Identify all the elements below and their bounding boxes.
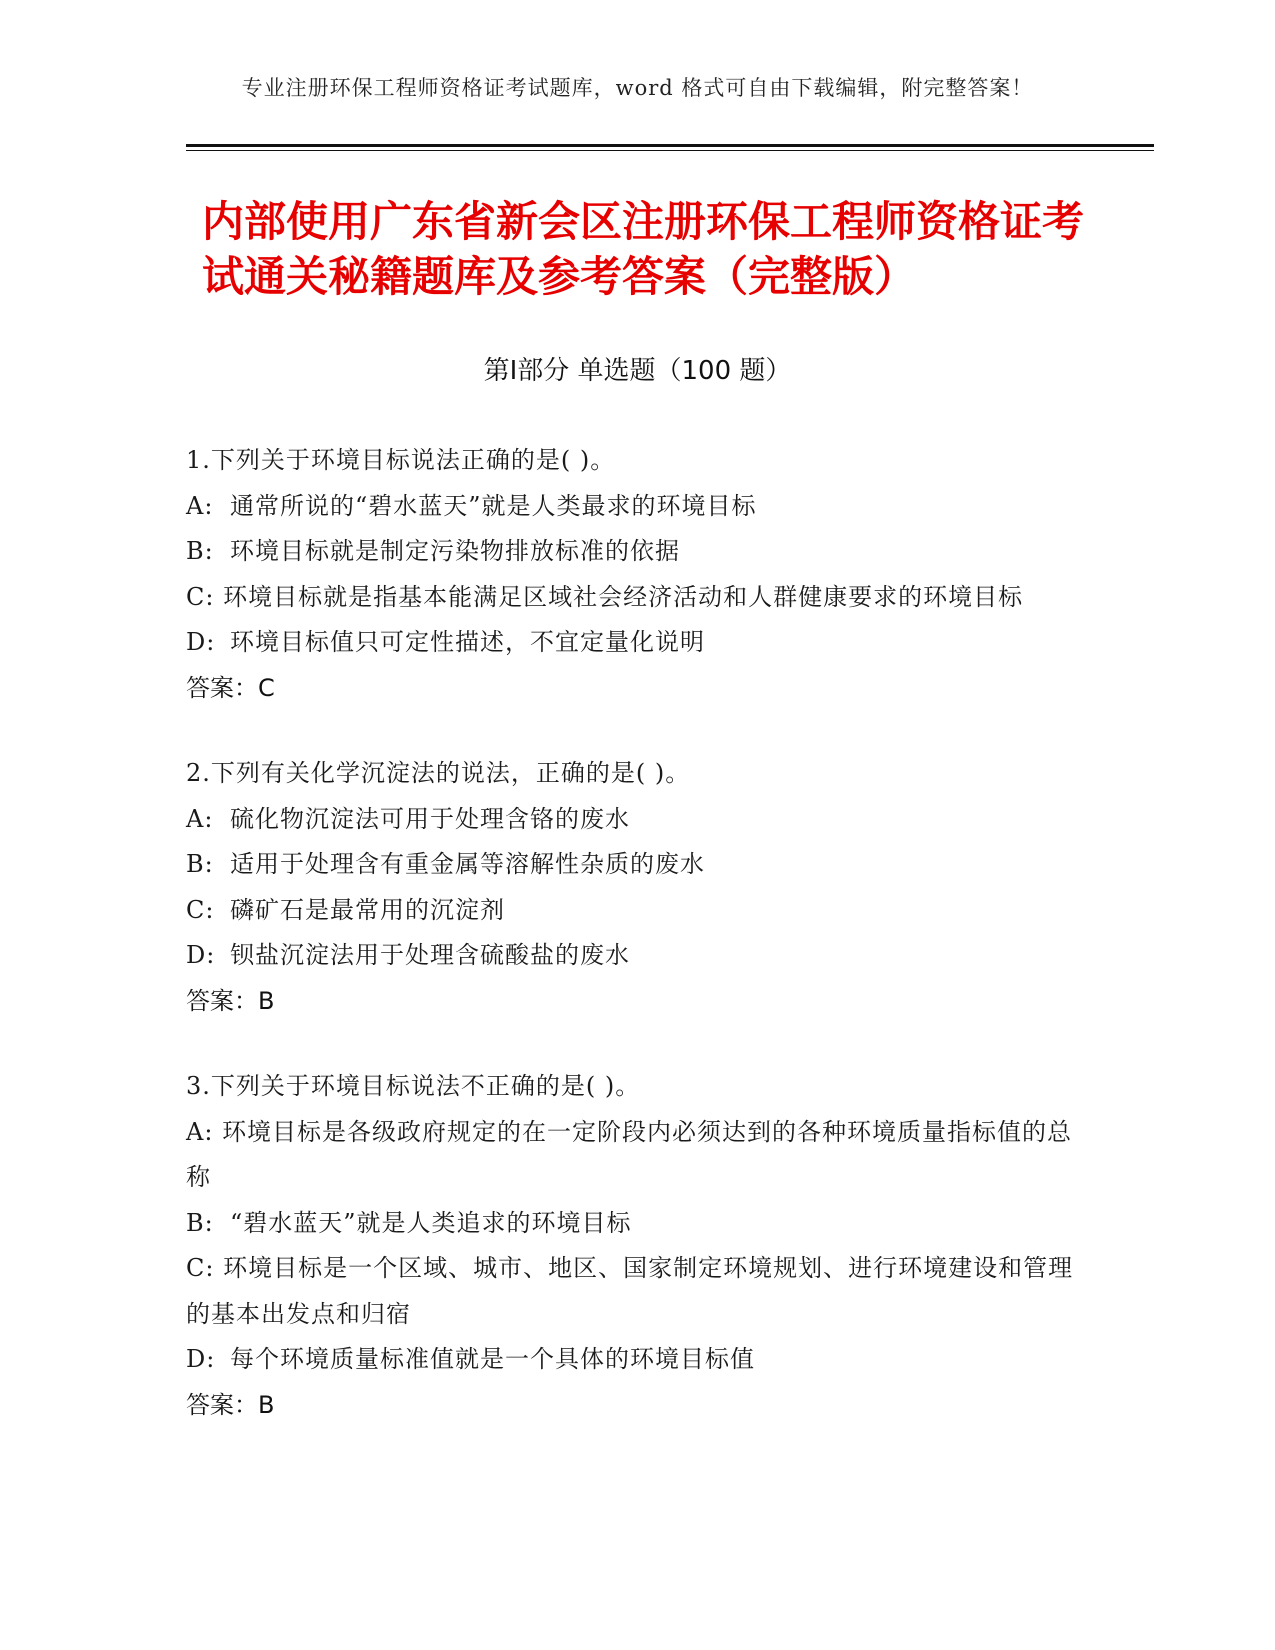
header-note: 专业注册环保工程师资格证考试题库，word 格式可自由下载编辑，附完整答案！ [241,76,1034,100]
section-title: 第Ⅰ部分 单选题（100 题） [483,356,792,386]
answer-label: 答案： [186,1390,258,1419]
question-2 [186,751,1076,1024]
option-c [186,888,1076,934]
option-key: B: [186,850,214,878]
option-key: A: [186,1117,214,1146]
question-stem: 3.下列关于环境目标说法不正确的是( )。 [186,1072,641,1100]
option-b [186,529,1076,575]
option-text: 环境目标就是指基本能满足区域社会经济活动和人群健康要求的环境目标 [223,582,1024,611]
option-text: 通常所说的“碧水蓝天”就是人类最求的环境目标 [230,491,757,520]
option-text: 环境目标就是制定污染物排放标准的依据 [230,537,680,565]
option-b [186,1201,1076,1247]
question-stem: 1.下列关于环境目标说法正确的是( )。 [186,446,616,474]
option-c [186,1246,1076,1337]
option-key: D: [186,941,216,969]
option-key: C: [186,582,215,611]
header-rule-thin [186,150,1154,151]
option-key: A: [186,491,214,520]
question-stem: 2.下列有关化学沉淀法的说法，正确的是( )。 [186,759,691,787]
document-title: 内部使用广东省新会区注册环保工程师资格证考试通关秘籍题库及参考答案（完整版） [202,197,1085,301]
question-1 [186,438,1076,711]
option-key: B: [186,537,214,565]
option-c [186,575,1076,621]
option-key: C: [186,895,215,924]
answer [186,1383,1076,1429]
option-d [186,620,1076,666]
option-text: 环境目标值只可定性描述，不宜定量化说明 [230,628,705,656]
option-d [186,933,1076,979]
answer-label: 答案： [186,986,258,1015]
option-key: D: [186,1345,216,1373]
option-text: 钡盐沉淀法用于处理含硫酸盐的废水 [230,941,630,969]
option-d [186,1337,1076,1383]
option-text: 环境目标是一个区域、城市、地区、国家制定环境规划、进行环境建设和管理的基本出发点和归宿 [186,1254,1074,1328]
option-text: 适用于处理含有重金属等溶解性杂质的废水 [230,850,705,878]
answer [186,979,1076,1025]
answer-label: 答案： [186,673,258,702]
answer-value: C [258,673,275,702]
option-text: 环境目标是各级政府规定的在一定阶段内必须达到的各种环境质量指标值的总称 [186,1117,1073,1191]
option-b [186,842,1076,888]
option-text: 每个环境质量标准值就是一个具体的环境目标值 [230,1345,755,1373]
option-a [186,797,1076,843]
option-text: 磷矿石是最常用的沉淀剂 [230,895,505,924]
option-text: 硫化物沉淀法可用于处理含铬的废水 [230,804,630,833]
answer [186,666,1076,712]
option-key: B: [186,1208,214,1237]
question-list [186,438,1076,1468]
answer-value: B [258,1390,275,1419]
option-text: “碧水蓝天”就是人类追求的环境目标 [230,1208,632,1237]
header-rule-thick [186,144,1154,147]
answer-value: B [258,986,275,1015]
option-a [186,1110,1076,1201]
option-a [186,484,1076,530]
option-key: C: [186,1254,215,1282]
option-key: A: [186,804,214,833]
question-3 [186,1064,1076,1428]
option-key: D: [186,628,216,656]
